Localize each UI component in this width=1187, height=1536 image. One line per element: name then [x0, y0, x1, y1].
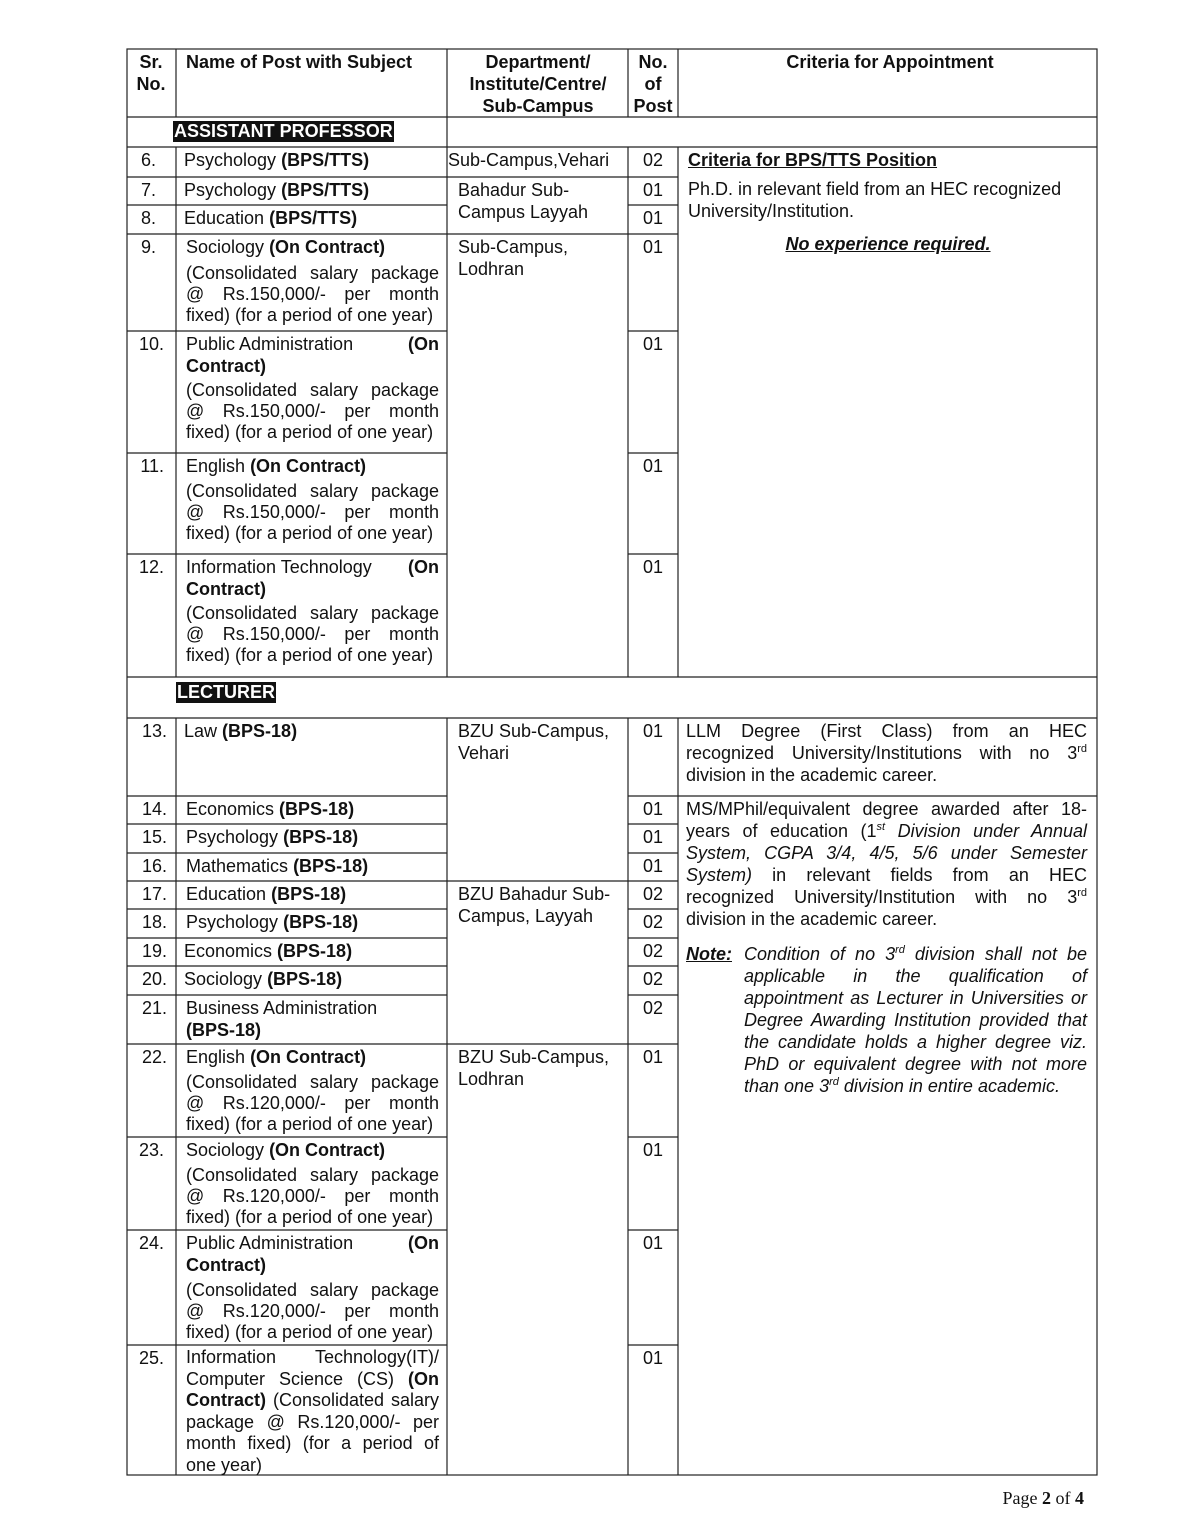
row-count: 01: [642, 334, 664, 354]
criteria-ms-mphil: MS/MPhil/equivalent degree awarded after 18-years of education (1st Division under Annual System, CGPA 3/4, 4/5, 5/6 under Semester System) in relevant fields from an HEC recognized University/Institution with no 3rd division in the academic career.: [686, 799, 1087, 929]
row-sr: 9.: [140, 237, 156, 257]
row-count: 01: [642, 799, 664, 819]
row-post: English (On Contract): [186, 1047, 367, 1067]
row-sr: 14.: [141, 799, 167, 819]
row-post: Business Administration (BPS-18): [186, 998, 378, 1040]
criteria-no-experience: No experience required.: [785, 234, 991, 254]
row-sr: 23.: [138, 1140, 164, 1160]
row-count: 01: [642, 721, 664, 741]
row-salary-note: (Consolidated salary package @ Rs.150,000/- per month fixed) (for a period of one year): [186, 380, 439, 442]
row-sr: 6.: [140, 150, 156, 170]
dept-vehari: Sub-Campus,Vehari: [448, 150, 610, 170]
row-count: 02: [642, 912, 664, 932]
criteria-bps-tts-heading: Criteria for BPS/TTS Position: [688, 150, 938, 170]
row-post: English (On Contract): [186, 456, 367, 476]
row-count: 02: [642, 884, 664, 904]
row-count: 01: [642, 856, 664, 876]
row-count: 01: [642, 1047, 664, 1067]
row-sr: 11.: [140, 456, 164, 476]
row-post: Sociology (BPS-18): [184, 969, 343, 989]
row-count: 02: [642, 941, 664, 961]
dept-vehari: BZU Sub-Campus, Vehari: [458, 721, 610, 763]
dept-layyah: Bahadur Sub-Campus Layyah: [458, 180, 589, 222]
header-post-name: Name of Post with Subject: [186, 52, 413, 72]
row-sr: 7.: [140, 180, 156, 200]
header-no-of-post: No. of Post: [633, 52, 673, 116]
row-sr: 21.: [141, 998, 167, 1018]
row-post: Information Technology (On Contract): [186, 557, 439, 599]
row-salary-note: (Consolidated salary package @ Rs.120,000/- per month fixed) (for a period of one year): [186, 1072, 439, 1134]
row-count: 02: [642, 150, 664, 170]
dept-layyah: BZU Bahadur Sub-Campus, Layyah: [458, 884, 611, 926]
row-sr: 17.: [141, 884, 167, 904]
row-sr: 20.: [141, 969, 167, 989]
row-sr: 19.: [141, 941, 167, 961]
row-salary-note: (Consolidated salary package @ Rs.150,000/- per month fixed) (for a period of one year): [186, 603, 439, 665]
row-post: Psychology (BPS-18): [186, 912, 359, 932]
criteria-llm: LLM Degree (First Class) from an HEC recognized University/Institutions with no 3rd division in the academic career.: [686, 721, 1087, 785]
row-salary-note: (Consolidated salary package @ Rs.150,000/- per month fixed) (for a period of one year): [186, 263, 439, 325]
row-count: 02: [642, 998, 664, 1018]
row-salary-note: (Consolidated salary package @ Rs.150,000/- per month fixed) (for a period of one year): [186, 481, 439, 543]
row-post: Law (BPS-18): [184, 721, 298, 741]
criteria-note-text: Condition of no 3rd division shall not be applicable in the qualification of appointment as Lecturer in Universities or Degree Awarding Institution provided that the candidate holds a higher degree viz. PhD or equivalent degree with not more than one 3rd division in entire academic.: [744, 944, 1087, 1096]
row-post: Education (BPS/TTS): [184, 208, 358, 228]
section-assistant-professor: ASSISTANT PROFESSOR: [174, 121, 393, 141]
header-sr-no: Sr. No.: [136, 52, 166, 94]
row-post: Psychology (BPS-18): [186, 827, 359, 847]
row-salary-note: (Consolidated salary package @ Rs.120,000/- per month fixed) (for a period of one year): [186, 1280, 439, 1342]
page-number: Page 2 of 4: [1002, 1488, 1084, 1508]
row-sr: 10.: [138, 334, 164, 354]
row-sr: 24.: [138, 1233, 164, 1253]
row-post: Information Technology(IT)/ Computer Science (CS) (On Contract) (Consolidated salary package @ Rs.120,000/- per month fixed) (for a period of one year): [186, 1347, 439, 1475]
row-count: 01: [642, 208, 664, 228]
row-sr: 16.: [141, 856, 167, 876]
row-post: Psychology (BPS/TTS): [184, 180, 370, 200]
header-criteria: Criteria for Appointment: [786, 52, 994, 72]
row-sr: 18.: [141, 912, 167, 932]
dept-lodhran: BZU Sub-Campus, Lodhran: [458, 1047, 610, 1089]
row-post: Public Administration (On Contract): [186, 334, 439, 376]
row-post: Education (BPS-18): [186, 884, 347, 904]
row-count: 01: [642, 1348, 664, 1368]
row-count: 01: [642, 827, 664, 847]
criteria-note-label: Note:: [686, 944, 732, 964]
criteria-phd-text: Ph.D. in relevant field from an HEC recognized University/Institution.: [688, 179, 1062, 221]
row-sr: 22.: [141, 1047, 167, 1067]
row-post: Economics (BPS-18): [184, 941, 353, 961]
row-sr: 15.: [141, 827, 167, 847]
dept-lodhran: Sub-Campus, Lodhran: [458, 237, 569, 279]
row-sr: 25.: [138, 1348, 164, 1368]
row-post: Sociology (On Contract): [186, 1140, 386, 1160]
row-post: Public Administration (On Contract): [186, 1233, 439, 1275]
row-post: Sociology (On Contract): [186, 237, 386, 257]
row-count: 01: [642, 1233, 664, 1253]
row-post: Economics (BPS-18): [186, 799, 355, 819]
row-sr: 8.: [140, 208, 156, 228]
header-department: Department/ Institute/Centre/ Sub-Campus: [469, 52, 607, 116]
row-sr: 13.: [141, 721, 167, 741]
row-count: 01: [642, 557, 664, 577]
row-count: 01: [642, 180, 664, 200]
row-sr: 12.: [138, 557, 164, 577]
row-count: 01: [642, 1140, 664, 1160]
row-post: Mathematics (BPS-18): [186, 856, 369, 876]
section-lecturer: LECTURER: [177, 682, 275, 702]
row-count: 01: [642, 237, 664, 257]
row-post: Psychology (BPS/TTS): [184, 150, 370, 170]
row-salary-note: (Consolidated salary package @ Rs.120,000/- per month fixed) (for a period of one year): [186, 1165, 439, 1227]
row-count: 01: [642, 456, 664, 476]
row-count: 02: [642, 969, 664, 989]
